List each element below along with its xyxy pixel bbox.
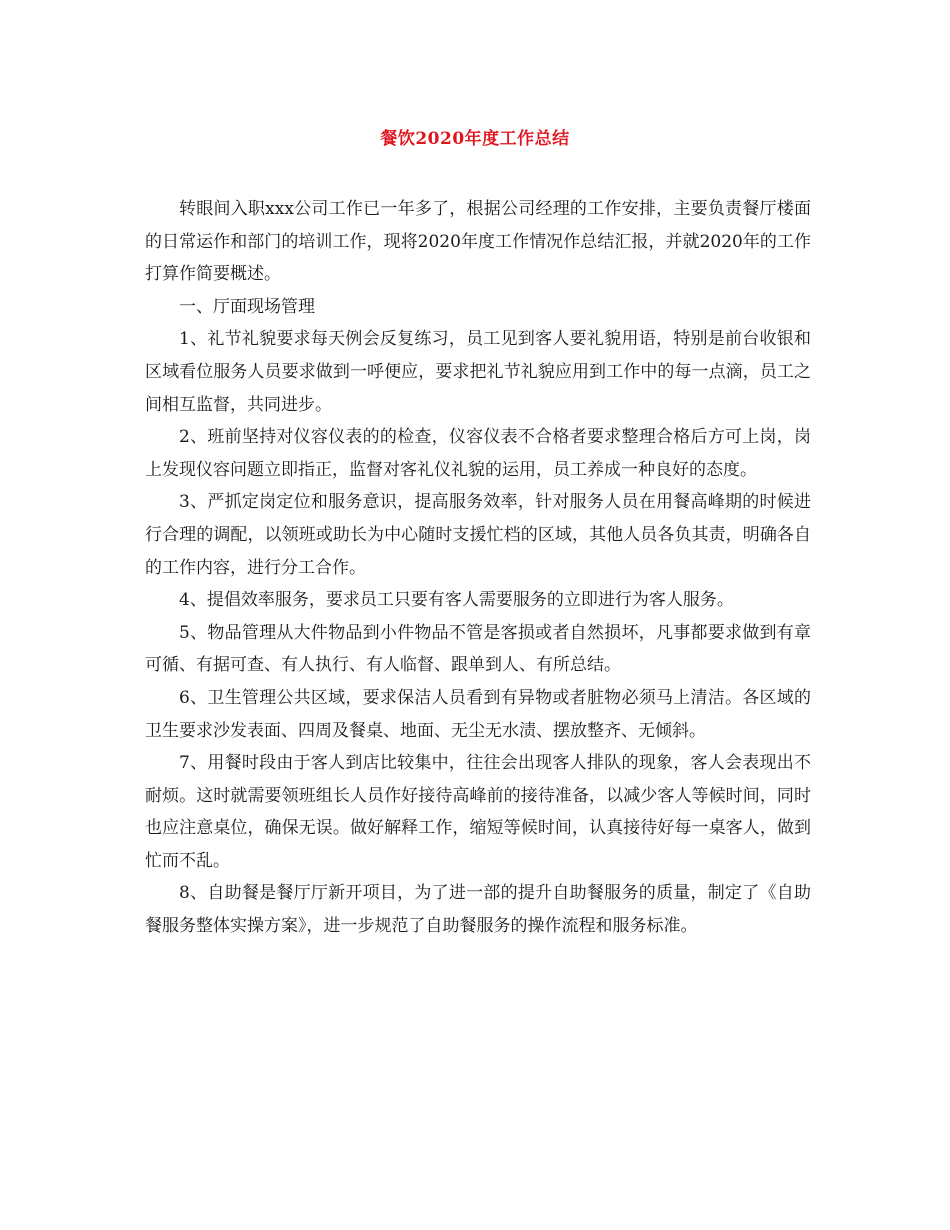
paragraph-item-6: 6、卫生管理公共区域，要求保洁人员看到有异物或者脏物必须马上清洁。各区域的卫生要求沙发表面、四周及餐桌、地面、无尘无水渍、摆放整齐、无倾斜。 [145,687,811,741]
document-title: 餐饮2020年度工作总结 [380,129,570,149]
paragraph-item-4: 4、提倡效率服务，要求员工只要有客人需要服务的立即进行为客人服务。 [179,590,734,611]
paragraph-item-8: 8、自助餐是餐厅厅新开项目，为了进一部的提升自助餐服务的质量，制定了《自助餐服务整体实操方案》，进一步规范了自助餐服务的操作流程和服务标准。 [145,883,811,937]
section-heading: 一、厅面现场管理 [179,296,315,317]
document-body [145,193,811,943]
paragraph-item-1: 1、礼节礼貌要求每天例会反复练习，员工见到客人要礼貌用语，特别是前台收银和区域看位服务人员要求做到一呼便应，要求把礼节礼貌应用到工作中的每一点滴，员工之间相互监督，共同进步。 [145,329,811,415]
paragraph-item-3: 3、严抓定岗定位和服务意识，提高服务效率，针对服务人员在用餐高峰期的时候进行合理的调配，以领班或助长为中心随时支援忙档的区域，其他人员各负其责，明确各自的工作内容，进行分工合作。 [145,492,811,578]
paragraph-item-7: 7、用餐时段由于客人到店比较集中，往往会出现客人排队的现象，客人会表现出不耐烦。这时就需要领班组长人员作好接待高峰前的接待准备，以减少客人等候时间，同时也应注意桌位，确保无误。做好解释工作，缩短等候时间，认真接待好每一桌客人，做到忙而不乱。 [145,753,811,871]
paragraph-item-5: 5、物品管理从大件物品到小件物品不管是客损或者自然损坏，凡事都要求做到有章可循、有据可查、有人执行、有人临督、跟单到人、有所总结。 [145,622,811,676]
intro-paragraph: 转眼间入职xxx公司工作已一年多了，根据公司经理的工作安排，主要负责餐厅楼面的日常运作和部门的培训工作，现将2020年度工作情况作总结汇报，并就2020年的工作打算作简要概述。 [145,199,811,285]
paragraph-item-2: 2、班前坚持对仪容仪表的的检查，仪容仪表不合格者要求整理合格后方可上岗，岗上发现仪容问题立即指正，监督对客礼仪礼貌的运用，员工养成一种良好的态度。 [145,427,811,480]
